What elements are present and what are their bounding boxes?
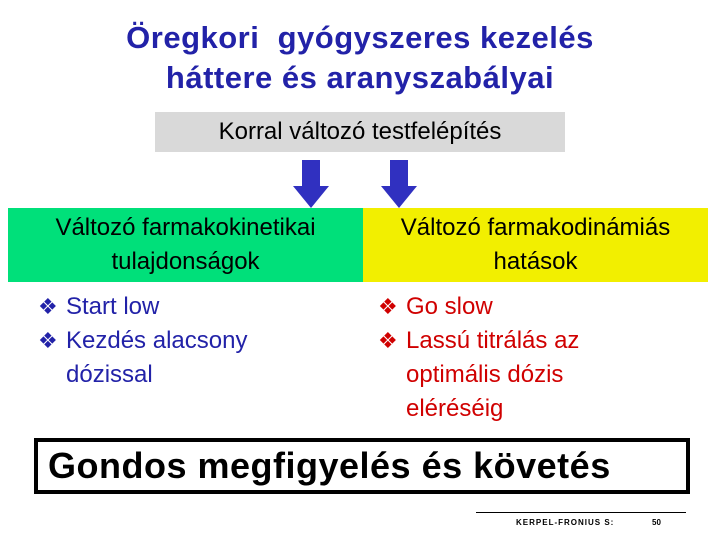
start-low-list <box>38 290 338 392</box>
diamond-bullet-icon: ❖ <box>378 328 398 353</box>
slide-footer <box>476 512 686 533</box>
list-item <box>38 324 338 392</box>
highlight-box <box>34 438 690 494</box>
page-number: 50 <box>652 518 661 527</box>
list-item <box>378 324 678 426</box>
list-item-text: Go slow <box>406 293 493 320</box>
list-item-text: Start low <box>66 293 160 320</box>
list-item <box>38 290 338 324</box>
down-arrow-icon <box>293 160 329 208</box>
title-line-2: háttere és aranyszabályai <box>165 60 555 95</box>
pharmacodynamics-line-2: hatások <box>493 248 578 275</box>
list-item-text: Lassú titrálás az <box>406 327 580 354</box>
diamond-bullet-icon: ❖ <box>38 328 58 353</box>
down-arrow-icon <box>381 160 417 208</box>
footer-author: KERPEL-FRONIUS S: <box>516 518 615 527</box>
diamond-bullet-icon: ❖ <box>378 294 398 319</box>
pharmacodynamics-box <box>363 208 708 282</box>
list-item-text-cont: dózissal <box>66 361 153 388</box>
list-item-text-cont: eléréséig <box>406 395 504 422</box>
pharmacodynamics-line-1: Változó farmakodinámiás <box>400 214 671 241</box>
pharmacokinetics-box <box>8 208 363 282</box>
pharmacokinetics-line-2: tulajdonságok <box>111 248 260 275</box>
pharmacokinetics-line-1: Változó farmakokinetikai <box>55 214 316 241</box>
highlight-text: Gondos megfigyelés és követés <box>48 445 611 486</box>
diamond-bullet-icon: ❖ <box>38 294 58 319</box>
subtitle-box <box>155 112 565 152</box>
list-item <box>378 290 678 324</box>
subtitle-text: Korral változó testfelépítés <box>218 118 502 145</box>
list-item-text: Kezdés alacsony <box>66 327 248 354</box>
title-line-1: Öregkori gyógyszeres kezelés <box>126 20 594 55</box>
list-item-text-cont: optimális dózis <box>406 361 564 388</box>
go-slow-list <box>378 290 678 426</box>
slide-title <box>0 18 720 98</box>
